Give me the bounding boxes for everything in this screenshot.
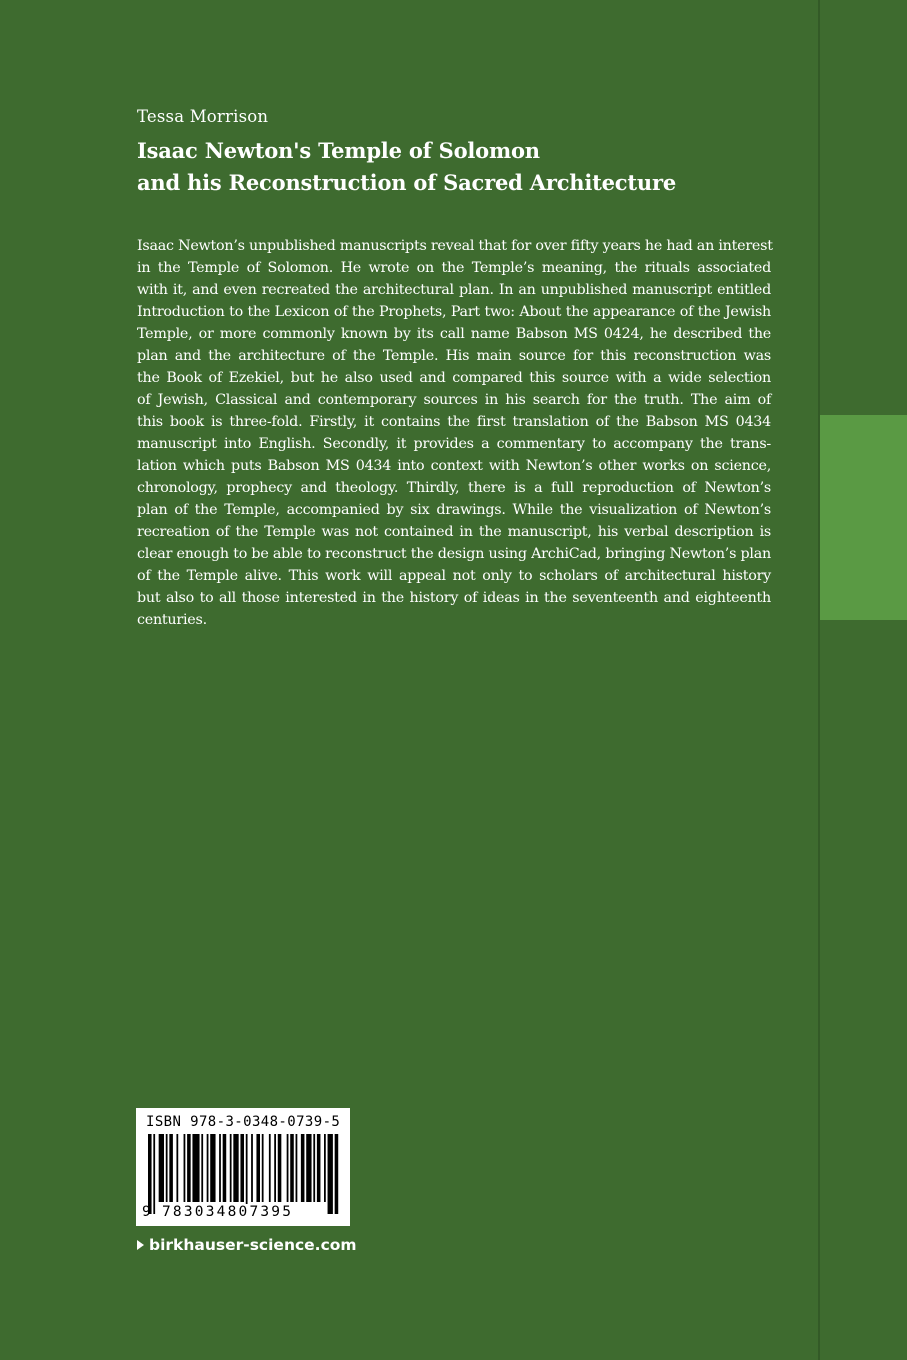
- barcode-stripe: [287, 1134, 289, 1202]
- blurb-line: plan and the architecture of the Temple. His main source for this reconstruction was: [137, 348, 771, 364]
- barcode-stripe: [223, 1134, 227, 1202]
- title-line: and his Reconstruction of Sacred Architecture: [137, 170, 676, 195]
- barcode-stripe: [269, 1134, 271, 1202]
- barcode-stripe: [192, 1134, 199, 1202]
- blurb-line: plan of the Temple, accompanied by six drawings. While the visualization of Newton’s: [137, 502, 771, 518]
- blurb-line: the Book of Ezekiel, but he also used and compared this source with a wide selection: [137, 370, 771, 386]
- blurb-line: chronology, prophecy and theology. Thirdly, there is a full reproduction of Newton’s: [137, 480, 771, 496]
- publisher-website[interactable]: [137, 1236, 357, 1254]
- barcode-stripe: [148, 1134, 152, 1214]
- barcode-stripe: [159, 1134, 164, 1202]
- blurb-line: in the Temple of Solomon. He wrote on the Temple’s meaning, the rituals associated: [137, 260, 771, 276]
- barcode-stripe: [230, 1134, 232, 1202]
- title-line: Isaac Newton's Temple of Solomon: [137, 138, 540, 163]
- isbn-barcode: [136, 1108, 350, 1226]
- barcode-stripe: [335, 1134, 339, 1214]
- blurb-line: of the Temple alive. This work will appeal not only to scholars of architectural history: [137, 568, 771, 584]
- barcode-stripe: [153, 1134, 155, 1214]
- barcode-stripe: [290, 1134, 294, 1202]
- blurb-line: with it, and even recreated the architectural plan. In an unpublished manuscript entitled: [137, 282, 771, 298]
- blurb-line: lation which puts Babson MS 0434 into context with Newton’s other works on science,: [137, 458, 771, 474]
- barcode-stripe: [262, 1134, 264, 1202]
- barcode-digit-first: 9: [142, 1204, 153, 1220]
- barcode-stripe: [278, 1134, 282, 1202]
- barcode-stripe: [207, 1134, 209, 1202]
- barcode-stripe: [317, 1134, 321, 1202]
- barcode-stripe: [233, 1134, 238, 1202]
- barcode-stripe: [184, 1134, 186, 1202]
- barcode-stripe: [313, 1134, 315, 1202]
- blurb-line: recreation of the Temple was not contained in the manuscript, his verbal description is: [137, 524, 771, 540]
- barcode-stripe: [219, 1134, 221, 1202]
- isbn-label: ISBN 978-3-0348-0739-5: [146, 1114, 341, 1130]
- barcode-stripe: [201, 1134, 203, 1202]
- blurb-line: Introduction to the Lexicon of the Prophets, Part two: About the appearance of the Jewish: [137, 304, 771, 320]
- blurb-line: Temple, or more commonly known by its call name Babson MS 0424, he described the: [137, 326, 771, 342]
- barcode-stripe: [210, 1134, 215, 1202]
- barcode-stripe: [301, 1134, 305, 1202]
- barcode-stripe: [296, 1134, 298, 1202]
- barcode-stripe: [328, 1134, 333, 1214]
- barcode-stripe: [240, 1134, 244, 1202]
- barcode-stripe: [169, 1134, 173, 1202]
- blurb-line: centuries.: [137, 612, 207, 628]
- blurb-line: of Jewish, Classical and contemporary sources in his search for the truth. The aim of: [137, 392, 771, 408]
- spine-divider: [818, 0, 820, 1360]
- barcode-stripe: [324, 1134, 326, 1202]
- website-url: birkhauser-science.com: [149, 1236, 357, 1254]
- blurb-line: this book is three-fold. Firstly, it contains the first translation of the Babson MS 0434: [137, 414, 771, 430]
- barcode-stripe: [251, 1134, 253, 1202]
- barcode-digits-rest: 783034807395: [162, 1204, 294, 1220]
- blurb-text: [137, 235, 771, 631]
- barcode-stripe: [176, 1134, 178, 1202]
- barcode-bars: [148, 1134, 340, 1214]
- author-name: Tessa Morrison: [137, 107, 269, 126]
- barcode-stripe: [256, 1134, 260, 1202]
- blurb-line: manuscript into English. Secondly, it provides a commentary to accompany the trans-: [137, 436, 771, 452]
- barcode-stripe: [166, 1134, 168, 1202]
- book-title: [137, 135, 777, 199]
- spine-color-band: [820, 415, 907, 620]
- blurb-line: but also to all those interested in the history of ideas in the seventeenth and eighteenth: [137, 590, 771, 606]
- blurb-line: Isaac Newton’s unpublished manuscripts reveal that for over fifty years he had an interest: [137, 238, 773, 254]
- arrow-right-icon: [137, 1240, 144, 1250]
- barcode-stripe: [306, 1134, 311, 1202]
- barcode-stripe: [274, 1134, 276, 1202]
- barcode-stripe: [246, 1134, 248, 1214]
- barcode-stripe: [187, 1134, 191, 1202]
- blurb-line: clear enough to be able to reconstruct the design using ArchiCad, bringing Newton’s plan: [137, 546, 771, 562]
